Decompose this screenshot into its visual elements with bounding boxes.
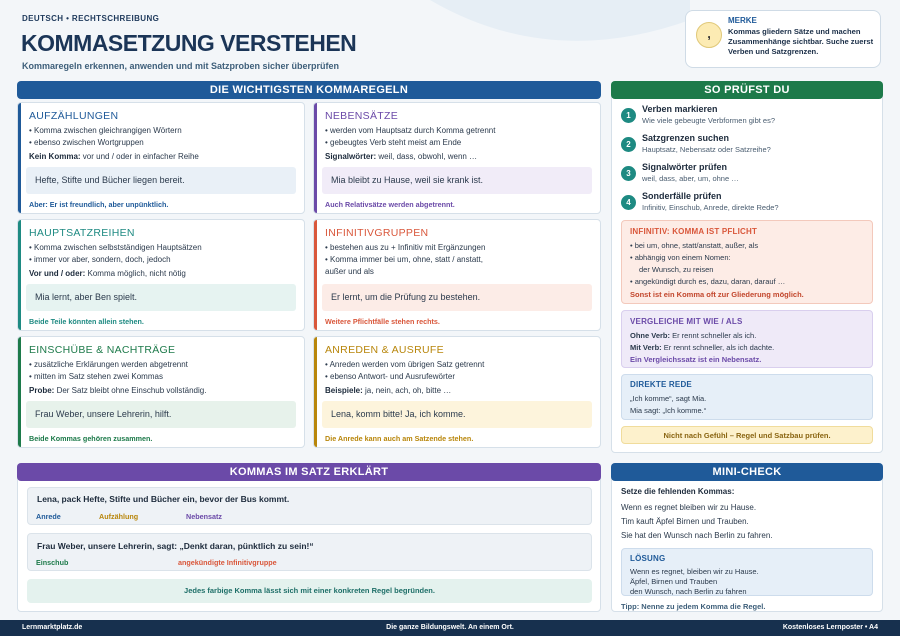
card-accent-bar — [18, 220, 21, 330]
solution-title: LÖSUNG — [630, 554, 666, 563]
kicker: DEUTSCH • RECHTSCHREIBUNG — [22, 14, 160, 23]
comma-icon: , — [696, 22, 722, 48]
merke-title: MERKE — [728, 16, 757, 25]
vergleiche-line — [630, 343, 774, 352]
mini-question: Tim kauft Äpfel Birnen und Trauben. — [621, 517, 749, 526]
step-subtitle: weil, dass, aber, um, ohne … — [642, 174, 739, 183]
step-title: Satzgrenzen suchen — [642, 133, 730, 143]
step-number: 3 — [621, 166, 636, 181]
step-title: Sonderfälle prüfen — [642, 191, 722, 201]
label-einschub: Einschub — [36, 558, 69, 567]
solution-line: Äpfel, Birnen und Trauben — [630, 577, 718, 586]
infinitiv-line: der Wunsch, zu reisen — [639, 265, 714, 274]
card-hint-text: vor und / oder in einfacher Reihe — [80, 152, 199, 161]
merke-text: Kommas gliedern Sätze und machen Zusammenhänge sichtbar. Suche zuerst Verben und Satzgrenzen. — [728, 27, 874, 56]
card-bullet: • gebeugtes Verb steht meist am Ende — [325, 138, 462, 147]
rule-card — [17, 336, 305, 448]
card-note: Beide Teile könnten allein stehen. — [29, 317, 144, 326]
card-hint — [29, 385, 206, 397]
vergleiche-example: Er rennt schneller als ich. — [670, 331, 757, 340]
card-accent-bar — [314, 337, 317, 447]
label-aufzaehlung: Aufzählung — [99, 512, 139, 521]
rede-box — [621, 374, 873, 420]
check-heading: SO PRÜFST DU — [611, 81, 883, 99]
sentence-text: Lena, pack Hefte, Stifte und Bücher ein, bevor der Bus kommt. — [37, 494, 290, 504]
footer — [0, 620, 900, 636]
vergleiche-example: Er rennt schneller, als ich dachte. — [661, 343, 775, 352]
mini-question: Wenn es regnet bleiben wir zu Hause. — [621, 503, 757, 512]
step-subtitle: Wie viele gebeugte Verbformen gibt es? — [642, 116, 775, 125]
card-hint — [29, 151, 199, 163]
infinitiv-line: • abhängig von einem Nomen: — [630, 253, 731, 262]
merke-box — [685, 10, 881, 68]
card-bullet: • werden vom Hauptsatz durch Komma getrennt — [325, 126, 496, 135]
card-note: Auch Relativsätze werden abgetrennt. — [325, 200, 455, 209]
card-example: Mia lernt, aber Ben spielt. — [26, 284, 296, 311]
infinitiv-box — [621, 220, 873, 304]
infinitiv-line: • angekündigt durch es, dazu, daran, darauf … — [630, 277, 786, 286]
label-infinitiv: angekündigte Infinitivgruppe — [178, 558, 277, 567]
card-example: Hefte, Stifte und Bücher liegen bereit. — [26, 167, 296, 194]
tip-text: Nicht nach Gefühl – Regel und Satzbau prüfen. — [663, 431, 831, 440]
step-subtitle: Hauptsatz, Nebensatz oder Satzreihe? — [642, 145, 771, 154]
card-hint-text: Der Satz bleibt ohne Einschub vollständig. — [54, 386, 207, 395]
label-anrede: Anrede — [36, 512, 61, 521]
step-title: Signalwörter prüfen — [642, 162, 728, 172]
mini-heading: MINI-CHECK — [611, 463, 883, 481]
vergleiche-title: VERGLEICHE MIT WIE / ALS — [630, 317, 743, 326]
card-note: Aber: Er ist freundlich, aber unpünktlich. — [29, 200, 169, 209]
card-bullet: • Komma zwischen selbstständigen Hauptsätzen — [29, 243, 202, 252]
mini-tip: Tipp: Nenne zu jedem Komma die Regel. — [621, 602, 766, 611]
rule-card — [17, 102, 305, 214]
mini-task: Setze die fehlenden Kommas: — [621, 487, 735, 496]
step-number: 4 — [621, 195, 636, 210]
card-title: NEBENSÄTZE — [325, 110, 399, 122]
card-hint-label: Vor und / oder: — [29, 269, 86, 278]
card-bullet: • Komma zwischen gleichrangigen Wörtern — [29, 126, 182, 135]
card-hint-label: Kein Komma: — [29, 152, 81, 161]
card-example: Frau Weber, unsere Lehrerin, hilft. — [26, 401, 296, 428]
step-subtitle: Infinitiv, Einschub, Anrede, direkte Rede? — [642, 203, 779, 212]
rules-heading: DIE WICHTIGSTEN KOMMAREGELN — [17, 81, 601, 99]
card-hint-label: Signalwörter: — [325, 152, 377, 161]
rule-card — [313, 336, 601, 448]
card-note: Beide Kommas gehören zusammen. — [29, 434, 153, 443]
explained-bottom-text: Jedes farbige Komma lässt sich mit einer konkreten Regel begründen. — [184, 586, 435, 595]
example-sentence-2 — [27, 533, 592, 571]
background-decoration — [430, 0, 690, 80]
card-title: ANREDEN & AUSRUFE — [325, 344, 444, 356]
card-accent-bar — [18, 103, 21, 213]
card-hint-text: ja, nein, ach, oh, bitte … — [362, 386, 452, 395]
label-nebensatz: Nebensatz — [186, 512, 222, 521]
card-bullet: außer und als — [325, 267, 374, 276]
infinitiv-line: • bei um, ohne, statt/anstatt, außer, als — [630, 241, 759, 250]
card-hint — [325, 385, 451, 397]
card-hint — [325, 151, 477, 163]
card-title: HAUPTSATZREIHEN — [29, 227, 135, 239]
rede-line: „Ich komme“, sagt Mia. — [630, 394, 707, 403]
explained-heading: KOMMAS IM SATZ ERKLÄRT — [17, 463, 601, 481]
tip-box — [621, 426, 873, 444]
step-title: Verben markieren — [642, 104, 718, 114]
card-hint-label: Beispiele: — [325, 386, 363, 395]
card-hint-label: Probe: — [29, 386, 55, 395]
card-note: Die Anrede kann auch am Satzende stehen. — [325, 434, 474, 443]
rede-title: DIREKTE REDE — [630, 380, 692, 389]
card-bullet: • immer vor aber, sondern, doch, jedoch — [29, 255, 171, 264]
solution-line: den Wunsch, nach Berlin zu fahren — [630, 587, 747, 596]
step-number: 2 — [621, 137, 636, 152]
vergleiche-label: Mit Verb: — [630, 343, 662, 352]
card-title: EINSCHÜBE & NACHTRÄGE — [29, 344, 176, 356]
page-title: KOMMASETZUNG VERSTEHEN — [21, 30, 357, 56]
sentence-text: Frau Weber, unsere Lehrerin, sagt: „Denkt daran, pünktlich zu sein!“ — [37, 541, 314, 551]
solution-line: Wenn es regnet, bleiben wir zu Hause. — [630, 567, 759, 576]
card-accent-bar — [314, 103, 317, 213]
card-hint — [29, 268, 186, 280]
footer-slogan: Die ganze Bildungswelt. An einem Ort. — [386, 624, 514, 631]
explained-bottom — [27, 579, 592, 603]
rule-card — [17, 219, 305, 331]
solution-box — [621, 548, 873, 596]
vergleiche-box — [621, 310, 873, 368]
card-bullet: • Anreden werden vom übrigen Satz getrennt — [325, 360, 485, 369]
card-title: INFINITIVGRUPPEN — [325, 227, 429, 239]
rule-card — [313, 219, 601, 331]
step-number: 1 — [621, 108, 636, 123]
infinitiv-title: INFINITIV: KOMMA IST PFLICHT — [630, 227, 758, 236]
footer-info: Kostenloses Lernposter • A4 — [782, 624, 878, 631]
mini-question: Sie hat den Wunsch nach Berlin zu fahren. — [621, 531, 773, 540]
card-example: Er lernt, um die Prüfung zu bestehen. — [322, 284, 592, 311]
card-example: Mia bleibt zu Hause, weil sie krank ist. — [322, 167, 592, 194]
rule-card — [313, 102, 601, 214]
infinitiv-note: Sonst ist ein Komma oft zur Gliederung möglich. — [630, 290, 804, 299]
card-hint-text: weil, dass, obwohl, wenn … — [376, 152, 478, 161]
vergleiche-line — [630, 331, 756, 340]
card-bullet: • Komma immer bei um, ohne, statt / anstatt, — [325, 255, 483, 264]
vergleiche-note: Ein Vergleichssatz ist ein Nebensatz. — [630, 355, 762, 364]
rede-line: Mia sagt: „Ich komme.“ — [630, 406, 707, 415]
card-bullet: • ebenso Antwort- und Ausrufewörter — [325, 372, 455, 381]
card-example: Lena, komm bitte! Ja, ich komme. — [322, 401, 592, 428]
card-hint-text: Komma möglich, nicht nötig — [85, 269, 186, 278]
card-bullet: • zusätzliche Erklärungen werden abgetrennt — [29, 360, 188, 369]
card-accent-bar — [314, 220, 317, 330]
card-bullet: • bestehen aus zu + Infinitiv mit Ergänzungen — [325, 243, 486, 252]
vergleiche-label: Ohne Verb: — [630, 331, 671, 340]
footer-brand-link[interactable]: Lernmarktplatz.de — [22, 624, 83, 631]
example-sentence-1 — [27, 487, 592, 525]
card-bullet: • mitten im Satz stehen zwei Kommas — [29, 372, 163, 381]
card-accent-bar — [18, 337, 21, 447]
page-subtitle: Kommaregeln erkennen, anwenden und mit Satzproben sicher überprüfen — [22, 61, 340, 71]
card-title: AUFZÄHLUNGEN — [29, 110, 119, 122]
card-bullet: • ebenso zwischen Wortgruppen — [29, 138, 144, 147]
card-note: Weitere Pflichtfälle stehen rechts. — [325, 317, 440, 326]
